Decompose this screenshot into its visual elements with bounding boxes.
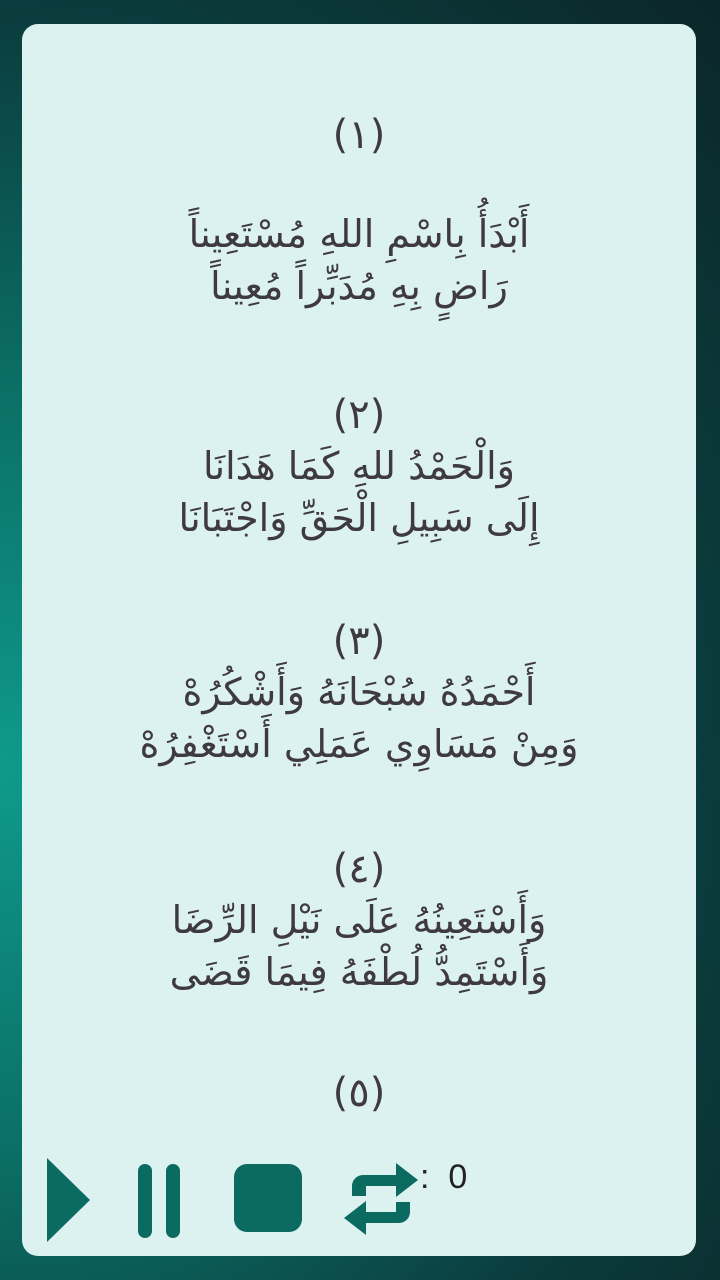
stanza-1 [22,110,696,312]
verse-line: وَأَسْتَعِينُهُ عَلَى نَيْلِ الرِّضَا [171,898,547,942]
pause-icon[interactable] [136,1164,184,1238]
stanza-5 [22,1068,696,1118]
stop-icon[interactable] [234,1164,304,1234]
verse-line: أَحْمَدُهُ سُبْحَانَهُ وَأَشْكُرُهْ [182,670,536,714]
verse-line: وَالْحَمْدُ للهِ كَمَا هَدَانَا [202,444,516,488]
stanza-number: (٢) [332,392,386,438]
play-icon[interactable] [44,1156,92,1244]
stanza-number: (٤) [332,846,386,892]
stanza-4 [22,844,696,998]
stanza-number: (١) [332,112,386,158]
stanza-number: (٣) [332,618,386,664]
verse-line: وَأَسْتَمِدُّ لُطْفَهُ فِيمَا قَضَى [169,950,549,994]
repeat-icon[interactable] [340,1160,422,1238]
stanza-3 [22,616,696,770]
verse-line: رَاضٍ بِهِ مُدَبِّراً مُعِيناً [210,264,508,308]
verse-line: إِلَى سَبِيلِ الْحَقِّ وَاجْتَبَانَا [178,496,540,540]
stanza-2 [22,390,696,544]
content-card [22,24,696,1256]
verse-line: أَبْدَأُ بِاسْمِ اللهِ مُسْتَعِيناً [188,212,530,256]
stanza-number: (٥) [332,1070,386,1116]
verse-line: وَمِنْ مَسَاوِي عَمَلِي أَسْتَغْفِرُهْ [139,722,579,766]
repeat-counter: : 0 [420,1158,468,1196]
poem-scroll-area[interactable] [22,24,696,1154]
